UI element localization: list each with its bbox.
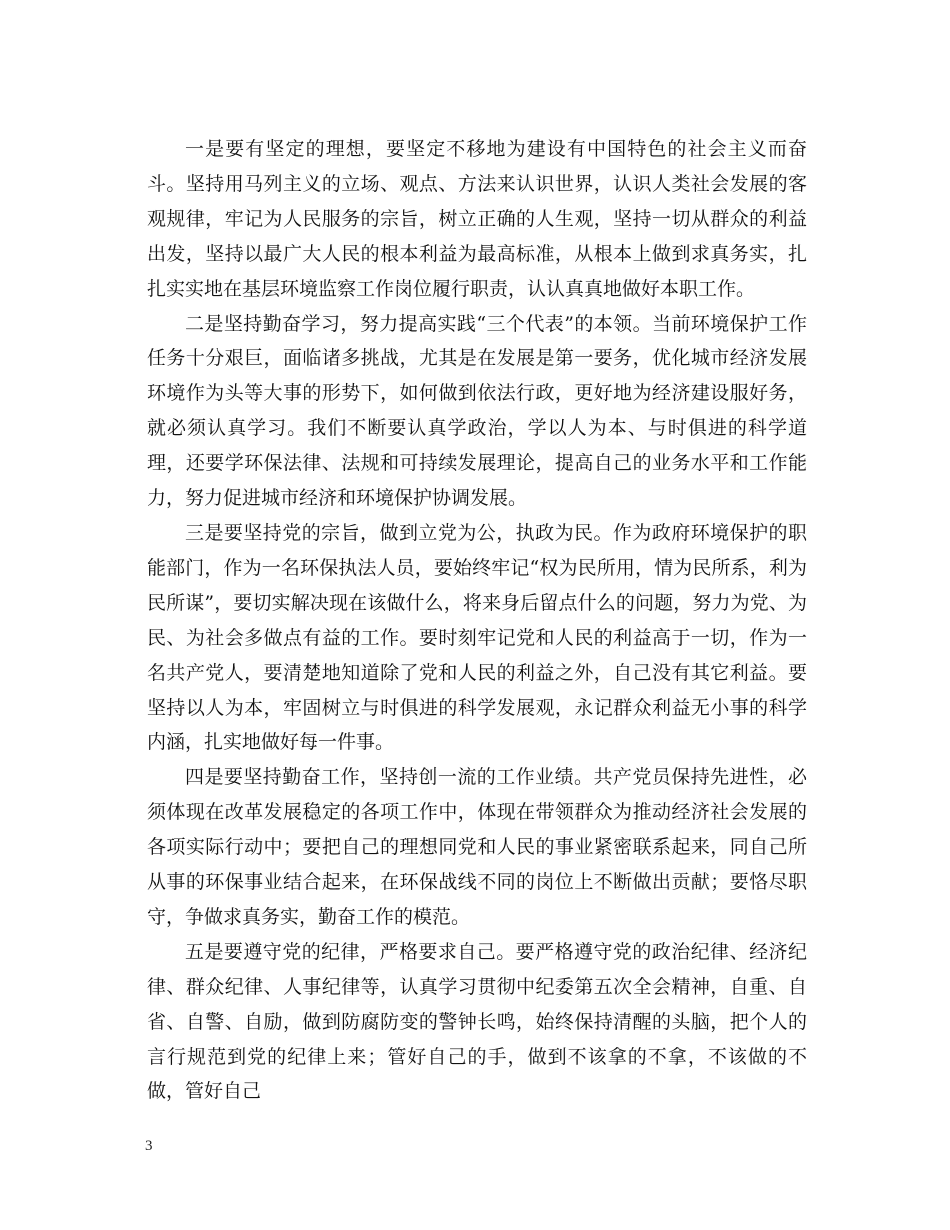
document-body (147, 132, 807, 1109)
paragraph-5: 五是要遵守党的纪律，严格要求自己。要严格遵守党的政治纪律、经济纪律、群众纪律、人事纪律等，认真学习贯彻中纪委第五次全会精神，自重、自省、自警、自励，做到防腐防变的警钟长鸣，始终保持清醒的头脑，把个人的言行规范到党的纪律上来；管好自己的手，做到不该拿的不拿，不该做的不做，管好自己 (147, 940, 807, 1103)
paragraph-1: 一是要有坚定的理想，要坚定不移地为建设有中国特色的社会主义而奋斗。坚持用马列主义的立场、观点、方法来认识世界，认识人类社会发展的客观规律，牢记为人民服务的宗旨，树立正确的人生观，坚持一切从群众的利益出发，坚持以最广大人民的根本利益为最高标准，从根本上做到求真务实，扎扎实实地在基层环境监察工作岗位履行职责，认认真真地做好本职工作。 (147, 138, 807, 300)
page-number: 3 (145, 1138, 153, 1154)
paragraph-2: 二是坚持勤奋学习，努力提高实践“三个代表”的本领。当前环境保护工作任务十分艰巨，面临诸多挑战，尤其是在发展是第一要务，优化城市经济发展环境作为头等大事的形势下，如何做到依法行政，更好地为经济建设服好务，就必须认真学习。我们不断要认真学政治，学以人为本、与时俱进的科学道理，还要学环保法律、法规和可持续发展理论，提高自己的业务水平和工作能力，努力促进城市经济和环境保护协调发展。 (147, 312, 807, 510)
paragraph-3: 三是要坚持党的宗旨，做到立党为公，执政为民。作为政府环境保护的职能部门，作为一名环保执法人员，要始终牢记“权为民所用，情为民所系，利为民所谋”，要切实解决现在该做什么，将来身后留点什么的问题，努力为党、为民、为社会多做点有益的工作。要时刻牢记党和人民的利益高于一切，作为一名共产党人，要清楚地知道除了党和人民的利益之外，自己没有其它利益。要坚持以人为本，牢固树立与时俱进的科学发展观，永记群众利益无小事的科学内涵，扎实地做好每一件事。 (147, 521, 807, 754)
paragraph-4: 四是要坚持勤奋工作，坚持创一流的工作业绩。共产党员保持先进性，必须体现在改革发展稳定的各项工作中，体现在带领群众为推动经济社会发展的各项实际行动中；要把自己的理想同党和人民的事业紧密联系起来，同自己所从事的环保事业结合起来，在环保战线不同的岗位上不断做出贡献；要恪尽职守，争做求真务实，勤奋工作的模范。 (147, 766, 807, 928)
